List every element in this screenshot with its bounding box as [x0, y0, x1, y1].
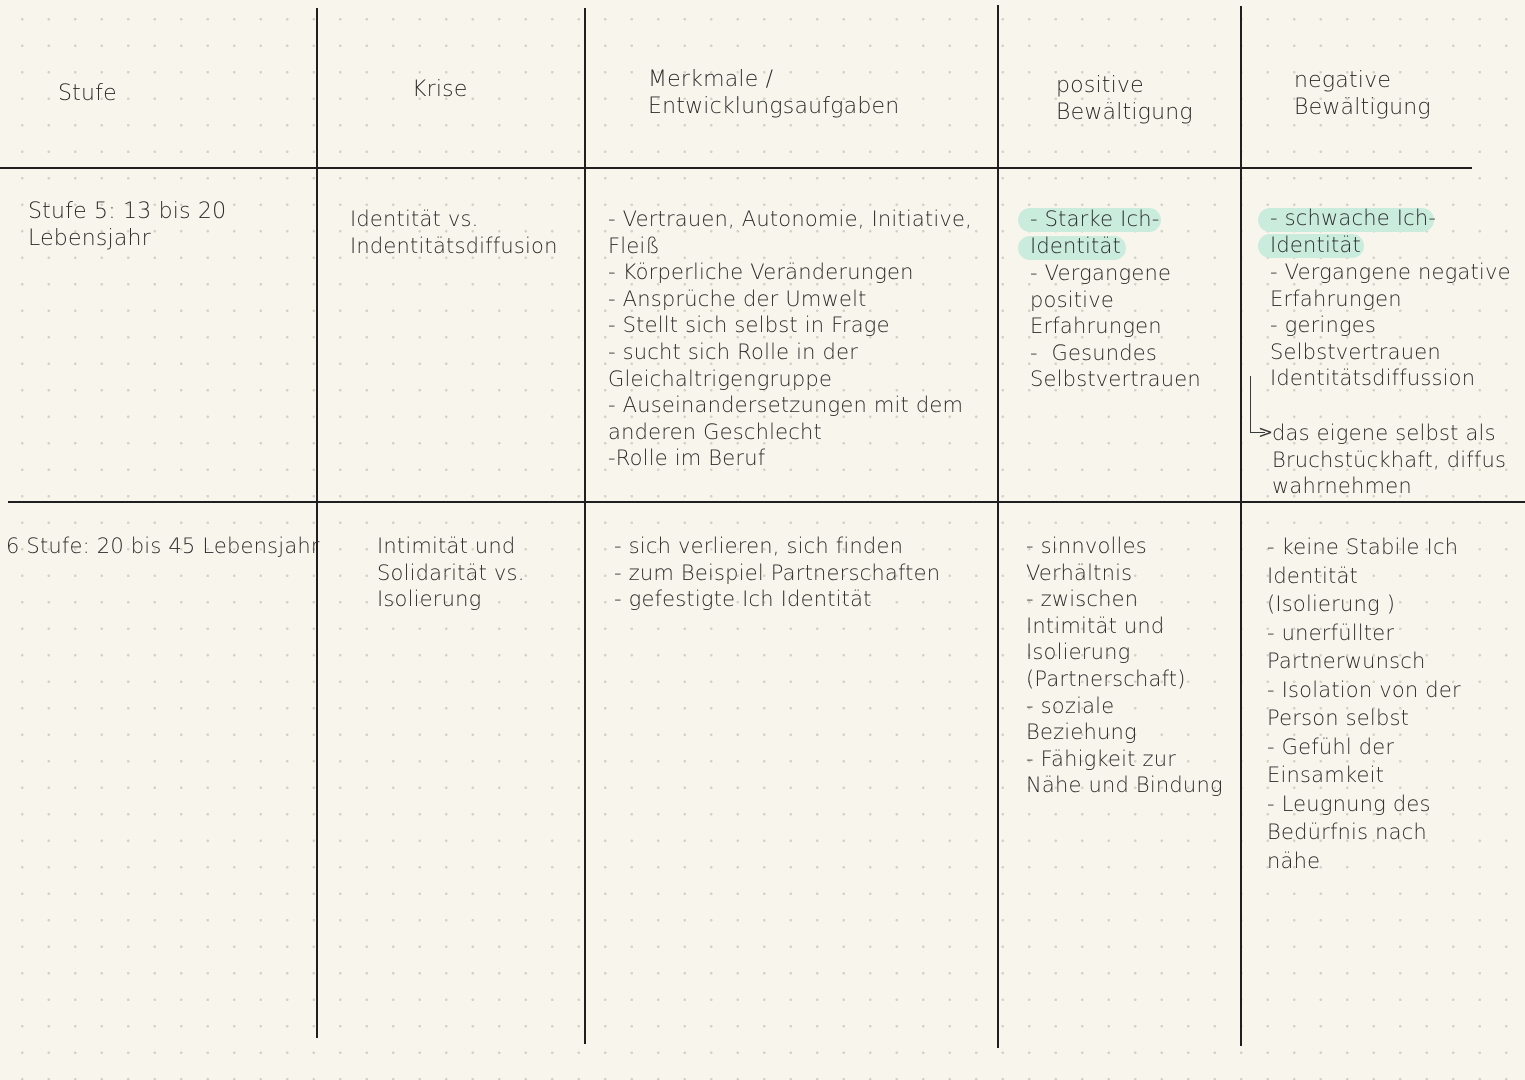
row1-negative-highlight-text: - schwache Ich- Identität: [1270, 206, 1437, 257]
row2-crisis: Intimität und Solidarität vs. Isolierung: [377, 534, 525, 612]
row1-stage: Stufe 5: 13 bis 20 Lebensjahr: [28, 199, 227, 251]
row2-positive: - sinnvolles Verhältnis - zwischen Intimität und Isolierung (Partnerschaft) - soziale Beziehung - Fähigkeit zur Nähe und Bindung: [1026, 534, 1223, 798]
row1-positive-highlight-text: - Starke Ich- Identität: [1030, 207, 1160, 258]
header-crisis: Krise: [412, 77, 468, 102]
row1-negative-note: das eigene selbst als Bruchstückhaft, diffus wahrnehmen: [1272, 421, 1507, 499]
header-stage: Stufe: [58, 81, 117, 106]
column-divider-4: [1240, 6, 1242, 1046]
header-negative: negative Bewältigung: [1294, 68, 1431, 120]
header-divider-line: [0, 167, 1472, 169]
row2-negative: - keine Stabile Ich Identität (Isolierung ) - unerfüllter Partnerwunsch - Isolation von der Person selbst - Gefühl der Einsamkeit - Leugnung des Bedürfnis nach nähe: [1267, 535, 1461, 873]
row2-stage: 6 Stufe: 20 bis 45 Lebensjahr: [6, 534, 320, 558]
header-positive: positive Bewältigung: [1056, 73, 1193, 125]
row1-crisis: Identität vs. Indentitätsdiffusion: [350, 207, 558, 258]
column-divider-2: [584, 8, 586, 1044]
column-divider-1: [316, 8, 318, 1038]
row1-positive: - Vergangene positive Erfahrungen - Gesundes Selbstvertrauen: [1030, 261, 1201, 392]
row-divider-line: [8, 501, 1525, 503]
row1-negative: - Vergangene negative Erfahrungen - geringes Selbstvertrauen Identitätsdiffussion: [1270, 260, 1511, 391]
row1-features: - Vertrauen, Autonomie, Initiative, Fleiß - Körperliche Veränderungen - Ansprüche der Umwelt - Stellt sich selbst in Frage - sucht sich Rolle in der Gleichaltrigengruppe - Auseinandersetzungen mit dem anderen Geschlecht -Rolle im Beruf: [608, 207, 973, 471]
arrow-right-icon: >: [1258, 422, 1274, 443]
header-features: Merkmale / Entwicklungsaufgaben: [648, 67, 900, 119]
column-divider-3: [997, 5, 999, 1048]
row2-features: - sich verlieren, sich finden - zum Beispiel Partnerschaften - gefestigte Ich Identität: [614, 534, 941, 612]
